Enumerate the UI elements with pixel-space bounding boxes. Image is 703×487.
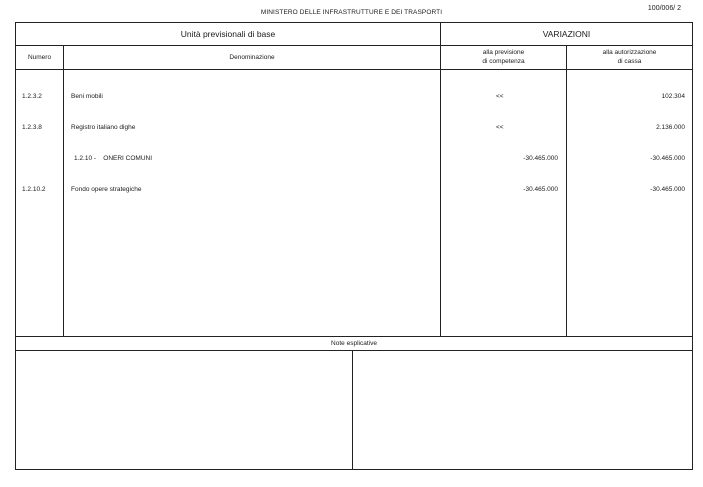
col-header-cassa-l2: di cassa xyxy=(617,58,642,65)
header-divider-1 xyxy=(16,45,692,46)
row-1-denominazione: Beni mobili xyxy=(71,93,103,100)
notes-top-divider xyxy=(16,336,692,337)
row-3-competenza: -30.465.000 xyxy=(523,155,558,162)
row-4-cassa: -30.465.000 xyxy=(650,186,685,193)
row-1-competenza: << xyxy=(496,93,504,100)
col-header-denominazione: Denominazione xyxy=(229,54,275,61)
row-2-denominazione: Registro italiano dighe xyxy=(71,124,136,131)
notes-right-box xyxy=(353,351,692,469)
row-2-cassa: 2.136.000 xyxy=(656,124,685,131)
row-3-cassa: -30.465.000 xyxy=(650,155,685,162)
group-header-unita: Unità previsionali di base xyxy=(180,29,276,39)
row-3-section-title: 1.2.10 - ONERI COMUNI xyxy=(74,155,153,162)
budget-table-frame xyxy=(15,22,693,470)
header-divider-2 xyxy=(16,69,692,70)
row-4-competenza: -30.465.000 xyxy=(523,186,558,193)
notes-left-box xyxy=(16,351,352,469)
page-reference: 100/006/ 2 xyxy=(647,5,681,12)
row-4-denominazione: Fondo opere strategiche xyxy=(71,186,142,193)
group-header-variazioni: VARIAZIONI xyxy=(542,29,591,39)
col-header-competenza-l2: di competenza xyxy=(482,58,525,65)
row-2-competenza: << xyxy=(496,124,504,131)
row-1-numero: 1.2.3.2 xyxy=(22,93,42,100)
row-1-cassa: 102.304 xyxy=(661,93,685,100)
ministry-header: MINISTERO DELLE INFRASTRUTTURE E DEI TRASPORTI xyxy=(260,9,443,16)
col-header-numero: Numero xyxy=(27,54,52,61)
row-4-numero: 1.2.10.2 xyxy=(22,186,46,193)
col-divider-numero xyxy=(63,45,64,336)
notes-title: Note esplicative xyxy=(331,340,377,347)
col-header-competenza-l1: alla previsione xyxy=(482,49,525,56)
group-divider xyxy=(440,23,441,336)
col-header-cassa-l1: alla autorizzazione xyxy=(602,49,657,56)
row-2-numero: 1.2.3.8 xyxy=(22,124,42,131)
